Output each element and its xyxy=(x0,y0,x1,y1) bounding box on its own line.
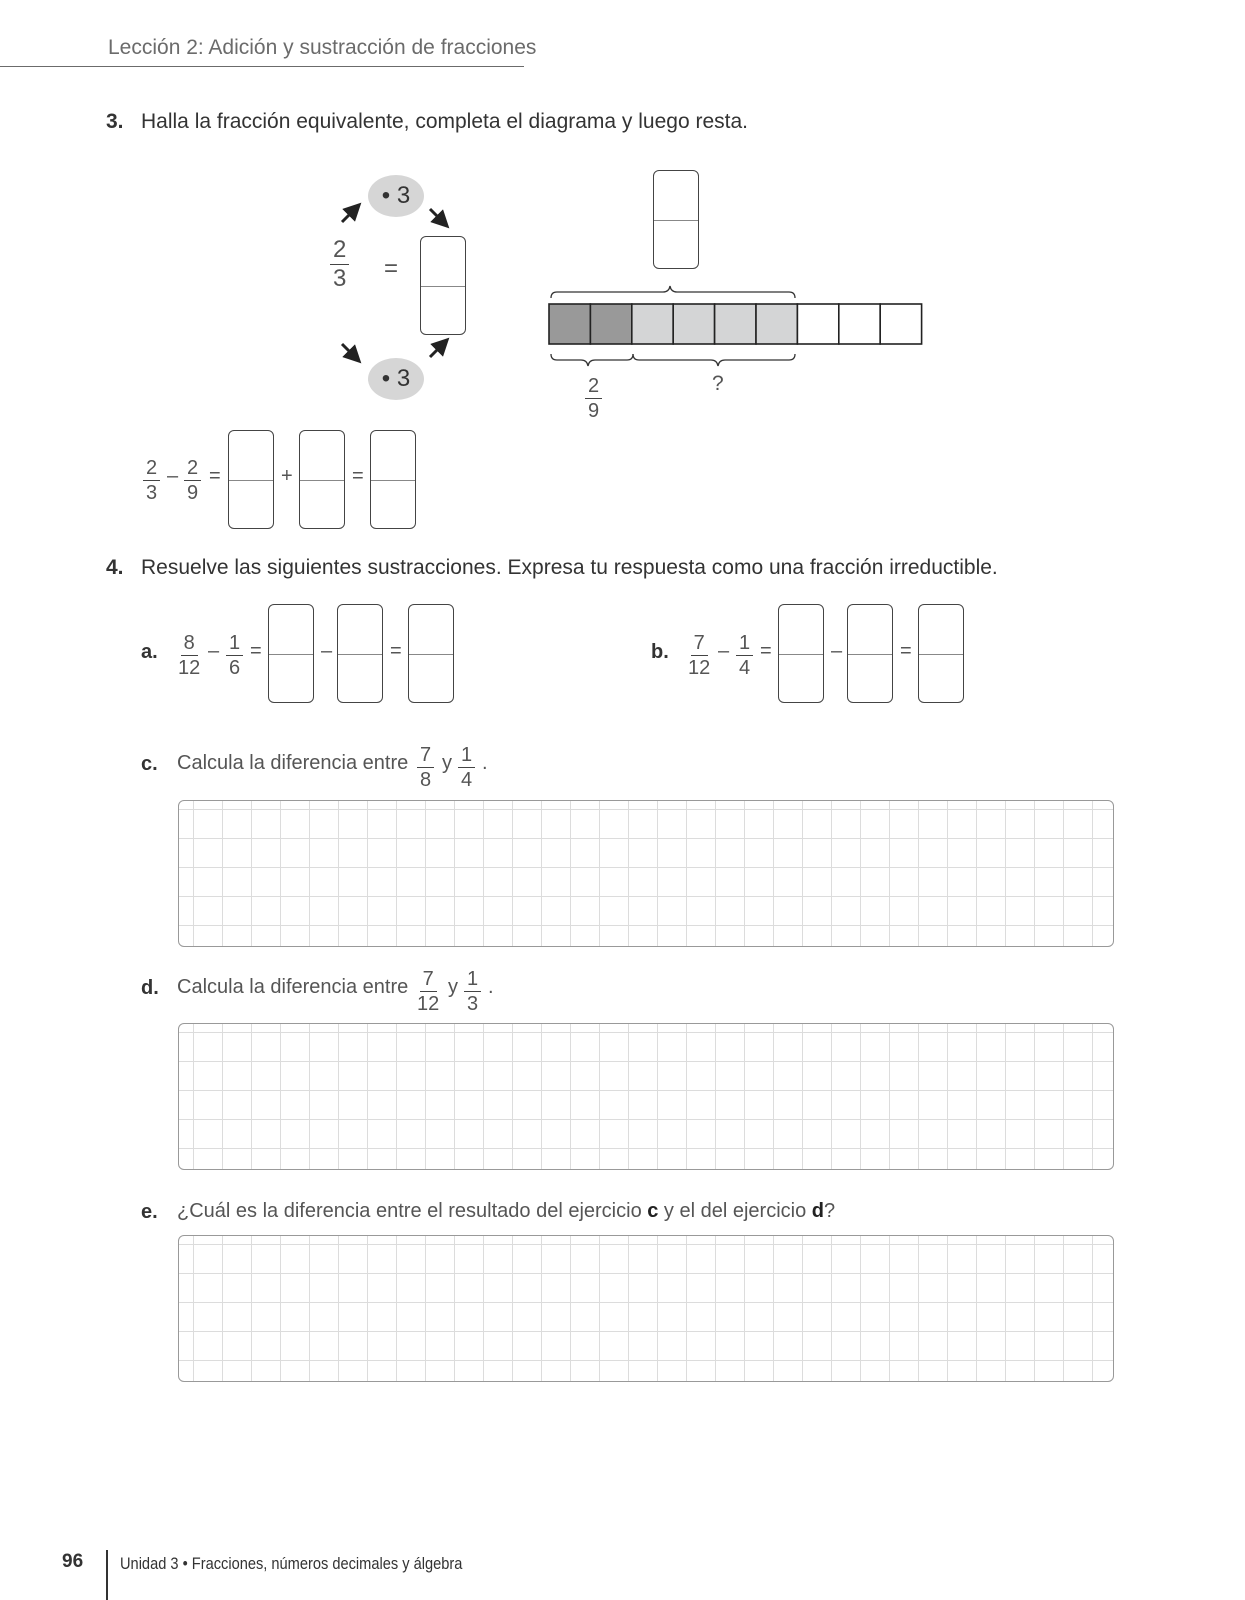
footer-divider xyxy=(106,1550,108,1600)
equals-sign: = xyxy=(384,255,399,282)
unit-title: Unidad 3 • Fracciones, números decimales y álgebra xyxy=(120,1554,463,1573)
item-b-answer-box-2[interactable] xyxy=(847,604,893,703)
item-e-text: ¿Cuál es la diferencia entre el resultado del ejercicio c y el del ejercicio d? xyxy=(177,1200,836,1222)
bar-cell xyxy=(797,304,838,344)
arrow-down-right-icon xyxy=(430,209,443,222)
item-e-work-grid[interactable] xyxy=(178,1235,1114,1382)
arrow-up-right-icon xyxy=(430,344,443,357)
bar-shaded-fraction: $\frac{2}{9}$ xyxy=(585,376,602,421)
multiplier-bottom-label: • 3 xyxy=(381,365,411,392)
answer-box-3[interactable] xyxy=(370,430,416,529)
item-b-letter: b. xyxy=(651,641,669,663)
item-c-period: . xyxy=(482,752,488,774)
bar-cell xyxy=(756,304,797,344)
item-c-and: y xyxy=(442,752,452,774)
bar-question-answer-box[interactable] xyxy=(653,170,699,269)
page-number: 96 xyxy=(62,1551,84,1572)
header-rule xyxy=(0,66,524,67)
bar-cell xyxy=(549,304,590,344)
fraction-two-thirds: $\frac{2}{3}$ xyxy=(330,238,349,291)
fraction-1-3: $\frac{1}{3}$ xyxy=(464,969,481,1014)
minus-sign: – xyxy=(718,640,730,662)
bar-cell xyxy=(590,304,631,344)
equals-sign: = xyxy=(900,640,912,662)
item-b-answer-box-1[interactable] xyxy=(778,604,824,703)
fraction-two-ninths: $\frac{2}{9}$ xyxy=(184,458,201,503)
answer-box-2[interactable] xyxy=(299,430,345,529)
answer-box-1[interactable] xyxy=(228,430,274,529)
fraction-bar-model xyxy=(545,282,930,372)
item-a-answer-box-2[interactable] xyxy=(337,604,383,703)
bar-cell xyxy=(673,304,714,344)
fraction-7-8: $\frac{7}{8}$ xyxy=(417,745,434,790)
question-4-text: Resuelve las siguientes sustracciones. Expresa tu respuesta como una fracción irreductible. xyxy=(141,556,998,579)
item-a-letter: a. xyxy=(141,641,158,663)
fraction-two-thirds-small: $\frac{2}{3}$ xyxy=(143,458,160,503)
equals-sign: = xyxy=(209,465,221,487)
bar-cell xyxy=(839,304,880,344)
equals-sign: = xyxy=(250,640,262,662)
bar-question-mark: ? xyxy=(712,372,724,395)
item-b-answer-box-3[interactable] xyxy=(918,604,964,703)
bar-cell xyxy=(632,304,673,344)
lesson-title: Lección 2: Adición y sustracción de fracciones xyxy=(108,36,537,59)
fraction-1-6: $\frac{1}{6}$ xyxy=(226,633,243,678)
question-3-text: Halla la fracción equivalente, completa el diagrama y luego resta. xyxy=(141,110,749,133)
item-d-text: Calcula la diferencia entre xyxy=(177,976,409,998)
item-c-letter: c. xyxy=(141,753,158,775)
minus-sign: – xyxy=(321,640,333,662)
minus-sign: – xyxy=(167,465,179,487)
fraction-1-4: $\frac{1}{4}$ xyxy=(458,745,475,790)
item-a-answer-box-3[interactable] xyxy=(408,604,454,703)
item-c-text: Calcula la diferencia entre xyxy=(177,752,409,774)
bar-cell xyxy=(715,304,756,344)
fraction-7-12: $\frac{7}{12}$ xyxy=(417,968,440,1015)
fraction-8-12: $\frac{8}{12}$ xyxy=(178,632,201,679)
item-a-answer-box-1[interactable] xyxy=(268,604,314,703)
question-4-number: 4. xyxy=(106,556,124,579)
item-d-period: . xyxy=(488,976,494,998)
fraction-1-4: $\frac{1}{4}$ xyxy=(736,633,753,678)
equals-sign: = xyxy=(352,465,364,487)
item-e-letter: e. xyxy=(141,1201,158,1223)
equivalent-fraction-box[interactable] xyxy=(420,236,466,335)
equals-sign: = xyxy=(760,640,772,662)
bar-cell xyxy=(880,304,921,344)
item-c-work-grid[interactable] xyxy=(178,800,1114,947)
equals-sign: = xyxy=(390,640,402,662)
question-3-number: 3. xyxy=(106,110,124,133)
minus-sign: – xyxy=(831,640,843,662)
arrow-down-right-icon xyxy=(342,344,355,357)
plus-sign: + xyxy=(281,465,293,487)
item-d-and: y xyxy=(448,976,458,998)
item-d-work-grid[interactable] xyxy=(178,1023,1114,1170)
minus-sign: – xyxy=(208,640,220,662)
arrow-up-right-icon xyxy=(342,209,355,222)
multiplier-top-label: • 3 xyxy=(381,182,411,209)
fraction-7-12: $\frac{7}{12}$ xyxy=(688,632,711,679)
item-d-letter: d. xyxy=(141,977,159,999)
